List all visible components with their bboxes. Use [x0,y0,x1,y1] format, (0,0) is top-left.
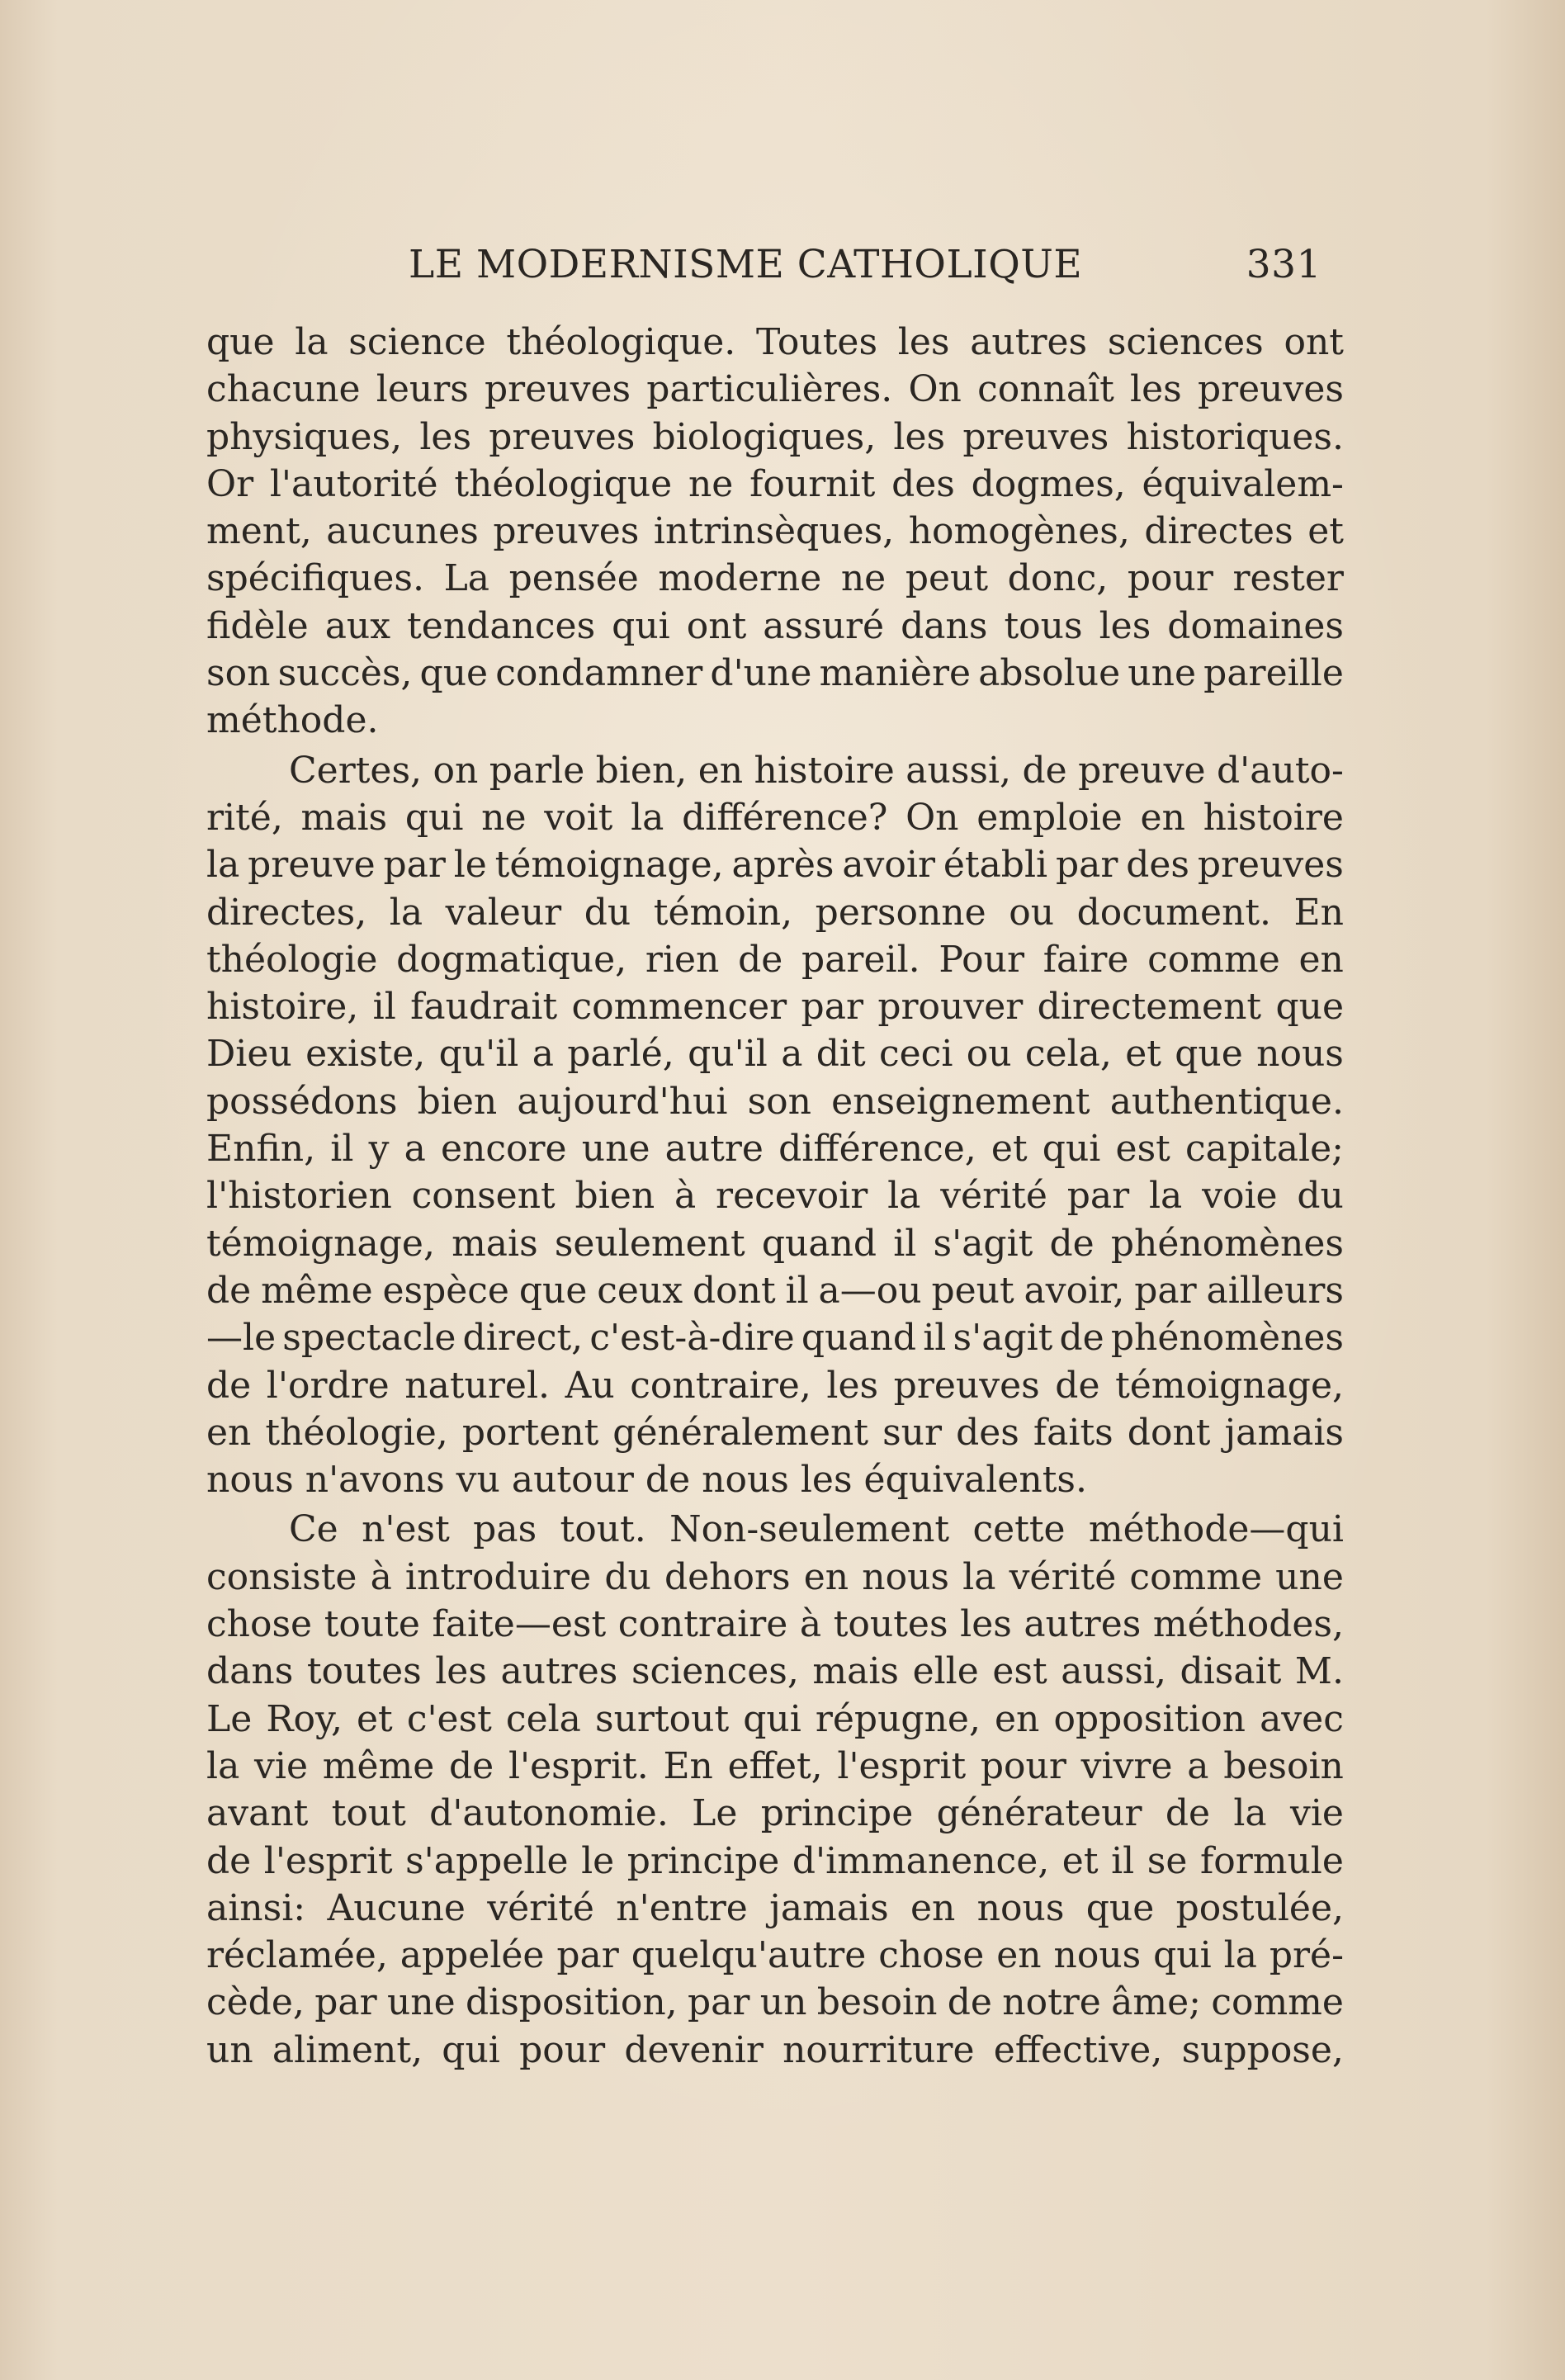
running-header [409,235,1325,293]
text-line: ainsi: Aucune vérité n'entre jamais en nous que postulée, [206,1886,1344,1929]
text-line: histoire, il faudrait commencer par prouver directement que [206,986,1344,1029]
text-line: Ce n'est pas tout. Non-seulement cette méthode—qui [289,1508,1344,1551]
text-line: Le Roy, et c'est cela surtout qui répugne, en opposition avec [206,1697,1344,1740]
text-line: rité, mais qui ne voit la différence? On emploie en histoire [206,796,1344,839]
paragraph [206,747,1344,1504]
text-line: un aliment, qui pour devenir nourriture effective, suppose, [206,2028,1344,2071]
text-line: avant tout d'autonomie. Le principe générateur de la vie [206,1792,1344,1835]
text-line: la preuve par le témoignage, après avoir établi par des preuves [206,844,1344,887]
text-line: directes, la valeur du témoin, personne ou document. En [206,891,1344,934]
text-line: l'historien consent bien à recevoir la vérité par la voie du [206,1175,1344,1218]
text-line: dans toutes les autres sciences, mais elle est aussi, disait M. [206,1650,1344,1693]
text-line: la vie même de l'esprit. En effet, l'esprit pour vivre a besoin [206,1744,1344,1787]
text-line: en théologie, portent généralement sur des faits dont jamais [206,1411,1344,1454]
text-line: possédons bien aujourd'hui son enseignement authentique. [206,1080,1344,1123]
text-line: chacune leurs preuves particulières. On connaît les preuves [206,368,1344,411]
text-line: de même espèce que ceux dont il a—ou peut avoir, par ailleurs [206,1269,1344,1312]
text-line: Enfin, il y a encore une autre différence, et qui est capitale; [206,1128,1344,1171]
text-line: théologie dogmatique, rien de pareil. Pour faire comme en [206,938,1344,981]
text-line: Dieu existe, qu'il a parlé, qu'il a dit ceci ou cela, et que nous [206,1033,1344,1076]
text-line: cède, par une disposition, par un besoin de notre âme; comme [206,1981,1344,2024]
page-number: 331 [1246,241,1322,287]
text-line: témoignage, mais seulement quand il s'agit de phénomènes [206,1222,1344,1265]
body-text [206,319,1344,2074]
running-title: LE MODERNISME CATHOLIQUE [409,241,1083,287]
text-line: chose toute faite—est contraire à toutes les autres méthodes, [206,1603,1344,1646]
text-line: nous n'avons vu autour de nous les équivalents. [206,1459,1087,1502]
text-line: consiste à introduire du dehors en nous la vérité comme une [206,1555,1344,1598]
text-line: son succès, que condamner d'une manière absolue une pareille [206,652,1344,695]
text-line: fidèle aux tendances qui ont assuré dans tous les domaines [206,604,1344,647]
text-line: —le spectacle direct, c'est-à-dire quand il s'agit de phénomènes [206,1317,1344,1360]
text-line: réclamée, appelée par quelqu'autre chose en nous qui la pré- [206,1934,1344,1977]
text-line: de l'esprit s'appelle le principe d'immanence, et il se formule [206,1839,1344,1882]
text-line: physiques, les preuves biologiques, les preuves historiques. [206,415,1344,458]
text-line: Or l'autorité théologique ne fournit des dogmes, équivalem- [206,462,1344,505]
text-line: Certes, on parle bien, en histoire aussi, de preuve d'auto- [289,749,1344,792]
paragraph [206,319,1344,745]
text-line: méthode. [206,699,379,742]
text-line: spécifiques. La pensée moderne ne peut donc, pour rester [206,557,1344,600]
text-line: que la science théologique. Toutes les autres sciences ont [206,321,1344,363]
text-line: de l'ordre naturel. Au contraire, les preuves de témoignage, [206,1364,1344,1407]
paragraph [206,1506,1344,2074]
text-line: ment, aucunes preuves intrinsèques, homogènes, directes et [206,510,1344,553]
